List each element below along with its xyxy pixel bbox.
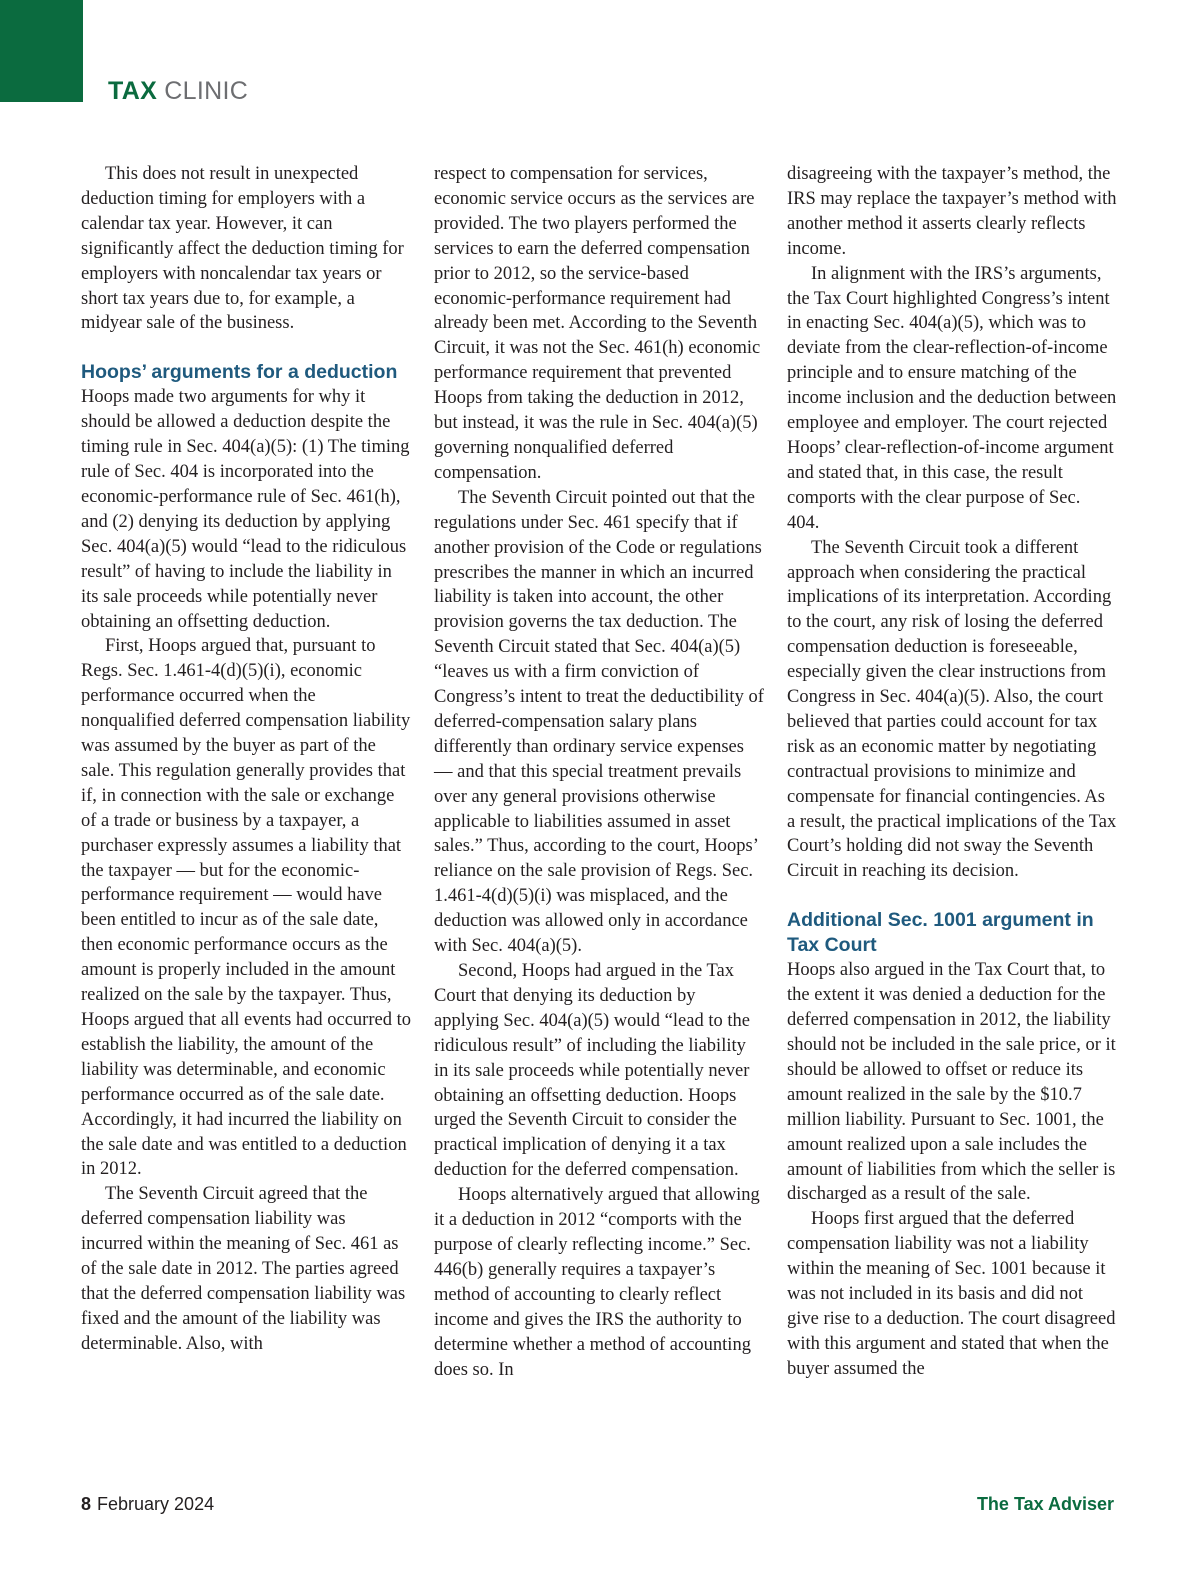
body-paragraph: respect to compensation for services, economic service occurs as the services are provided. The two players performed the services to earn the deferred compensation prior to 2012, so the service-based economic-performance requirement had already been met. According to the Seventh Circuit, it was not the Sec. 461(h) economic performance requirement that prevented Hoops from taking the deduction in 2012, but instead, it was the rule in Sec. 404(a)(5) governing nonqualified deferred compensation. [434,164,761,483]
body-paragraph: The Seventh Circuit agreed that the deferred compensation liability was incurred within the meaning of Sec. 461 as of the sale date in 2012. The parties agreed that the deferred compensation liability was fixed and the amount of the liability was determinable. Also, with [81,1184,406,1354]
page-number: 8 [81,1494,92,1514]
body-paragraph: In alignment with the IRS’s arguments, the Tax Court highlighted Congress’s intent in enacting Sec. 404(a)(5), which was to deviate from the clear-reflection-of-income principle and to ensure matching of the income inclusion and the deduction between employee and employer. The court rejected Hoops’ clear-reflection-of-income argument and stated that, in this case, the result comports with the clear purpose of Sec. 404. [787,263,1117,533]
section-heading: Hoops’ arguments for a deduction [81,361,398,384]
body-paragraph: First, Hoops argued that, pursuant to Regs. Sec. 1.461-4(d)(5)(i), economic performance occurred when the nonqualified deferred compensation liability was assumed by the buyer as part of the sale. This regulation generally provides that if, in connection with the sale or exchange of a trade or business by a taxpayer, a purchaser expressly assumes a liability that the taxpayer — but for the economic-performance requirement — would have been entitled to incur as of the sale date, then economic performance occurs as the amount is properly included in the amount realized on the sale by the taxpayer. Thus, Hoops argued that all events had occurred to establish the liability, the amount of the liability was determinable, and economic performance occurred as of the sale date. Accordingly, it had incurred the liability on the sale date and was entitled to a deduction in 2012. [81,636,411,1180]
header-accent-bar [0,0,83,102]
publication-name: The Tax Adviser [976,1494,1114,1514]
body-paragraph: The Seventh Circuit took a different approach when considering the practical implications of its interpretation. According to the court, any risk of losing the deferred compensation deduction is foreseeable, especially given the clear instructions from Congress in Sec. 404(a)(5). Also, the court believed that parties could account for tax risk as an economic matter by negotiating contractual provisions to minimize and compensate for financial contingencies. As a result, the practical implications of the Tax Court’s holding did not sway the Seventh Circuit in reaching its decision. [787,537,1117,882]
body-paragraph: Hoops also argued in the Tax Court that, to the extent it was denied a deduction for the deferred compensation in 2012, the liability should not be included in the sale price, or it should be allowed to offset or reduce its amount realized in the sale by the $10.7 million liability. Pursuant to Sec. 1001, the amount realized upon a sale includes the amount of liabilities from which the seller is discharged as a result of the sale. [787,960,1116,1205]
issue-date: February 2024 [97,1494,215,1514]
body-paragraph: Hoops first argued that the deferred compensation liability was not a liability within the meaning of Sec. 1001 because it was not included in its basis and did not give rise to a deduction. The court disagreed with this argument and stated that when the buyer assumed the [787,1209,1116,1379]
article-column-2 [434,162,764,1382]
section-heading: Additional Sec. 1001 argument in Tax Court [787,909,1094,957]
body-paragraph: This does not result in unexpected deduction timing for employers with a calendar tax year. However, it can significantly affect the deduction timing for employers with noncalendar tax years or short tax years due to, for example, a midyear sale of the business. [81,164,404,334]
body-paragraph: disagreeing with the taxpayer’s method, the IRS may replace the taxpayer’s method with another method it asserts clearly reflects income. [787,164,1117,259]
body-paragraph: Hoops alternatively argued that allowing it a deduction in 2012 “comports with the purpose of clearly reflecting income.” Sec. 446(b) generally requires a taxpayer’s method of accounting to clearly reflect income and gives the IRS the authority to determine whether a method of accounting does so. In [434,1185,760,1380]
article-column-1 [81,162,411,1357]
body-paragraph: The Seventh Circuit pointed out that the regulations under Sec. 461 specify that if another provision of the Code or regulations prescribes the manner in which an incurred liability is taken into account, the other provision governs the tax deduction. The Seventh Circuit stated that Sec. 404(a)(5) “leaves us with a firm conviction of Congress’s intent to treat the deductibility of deferred-compensation salary plans differently than ordinary service expenses — and that this special treatment prevails over any general provisions otherwise applicable to liabilities assumed in asset sales.” Thus, according to the court, Hoops’ reliance on the sale provision of Regs. Sec. 1.461-4(d)(5)(i) was misplaced, and the deduction was allowed only in accordance with Sec. 404(a)(5). [434,487,764,957]
section-label [108,76,248,106]
section-label-bold: TAX [108,77,158,105]
section-label-light: CLINIC [164,77,249,105]
article-column-3 [787,162,1117,1382]
body-paragraph: Second, Hoops had argued in the Tax Court that denying its deduction by applying Sec. 404(a)(5) would “lead to the ridiculous result” of including the liability in its sale proceeds while potentially never obtaining an offsetting deduction. Hoops urged the Seventh Circuit to consider the practical implication of denying it a tax deduction for the deferred compensation. [434,961,750,1181]
page-footer-left [81,1493,214,1515]
body-paragraph: Hoops made two arguments for why it should be allowed a deduction despite the timing rule in Sec. 404(a)(5): (1) The timing rule of Sec. 404 is incorporated into the economic-performance rule of Sec. 461(h), and (2) denying its deduction by applying Sec. 404(a)(5) would “lead to the ridiculous result” of having to include the liability in its sale proceeds while potentially never obtaining an offsetting deduction. [81,387,410,632]
